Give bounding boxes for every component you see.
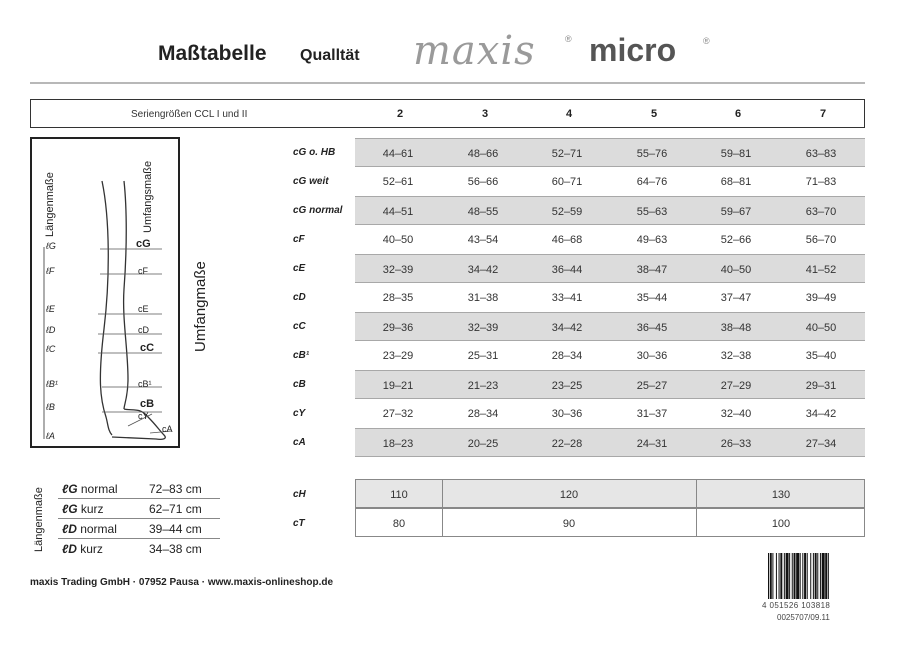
length-value: 34–38 cm	[149, 542, 202, 556]
length-symbol: ℓG	[62, 482, 78, 496]
table-cell: 39–49	[805, 292, 837, 304]
series-label: Seriengrößen CCL I und II	[131, 109, 248, 120]
row-label: cY	[293, 408, 306, 419]
table-cell: 59–81	[720, 148, 752, 160]
length-marker: ℓB¹	[46, 379, 58, 389]
barcode-bar	[786, 553, 789, 599]
table-cell: 24–31	[636, 438, 668, 450]
cell-divider	[696, 480, 697, 507]
barcode-bar	[807, 553, 808, 599]
length-marker: ℓF	[46, 266, 55, 276]
row-label: cG normal	[293, 205, 343, 216]
size-column-header: 3	[481, 108, 489, 120]
table-row-cH	[355, 479, 865, 508]
table-cell: 48–66	[467, 148, 499, 160]
row-label: cG weit	[293, 176, 329, 187]
table-cell: 55–63	[636, 206, 668, 218]
table-cell: 32–39	[467, 322, 499, 334]
circumference-marker: cB¹	[138, 379, 152, 389]
length-marker: ℓA	[46, 431, 55, 441]
table-cell: 25–31	[467, 350, 499, 362]
barcode-bar	[820, 553, 821, 599]
table-cell: 35–40	[805, 350, 837, 362]
table-cell: 59–67	[720, 206, 752, 218]
length-marker: ℓG	[46, 241, 56, 251]
page-subtitle: Qualltät	[300, 47, 360, 64]
barcode-bar	[770, 553, 772, 599]
barcode-bar	[768, 553, 769, 599]
table-cell: 64–76	[636, 176, 668, 188]
table-cell: 32–39	[382, 264, 414, 276]
table-cell: 44–61	[382, 148, 414, 160]
length-type: kurz	[80, 542, 103, 556]
barcode-bar	[792, 553, 793, 599]
barcode-bar	[815, 553, 817, 599]
length-row	[58, 519, 220, 539]
table-cell: 56–70	[805, 234, 837, 246]
barcode-bar	[813, 553, 814, 599]
barcode-digits: 4 051526 103818	[762, 601, 831, 610]
table-cell: 55–76	[636, 148, 668, 160]
barcode-bar	[796, 553, 799, 599]
length-type: kurz	[80, 502, 104, 516]
table-row	[355, 428, 865, 457]
length-symbol: ℓD	[62, 522, 77, 536]
table-row	[355, 196, 865, 225]
table-cell: 20–25	[467, 438, 499, 450]
table-cell: 130	[771, 489, 791, 501]
table-cell: 40–50	[720, 264, 752, 276]
row-label: cB¹	[293, 350, 310, 361]
barcode-bar	[825, 553, 827, 599]
table-cell: 49–63	[636, 234, 668, 246]
table-cell: 19–21	[382, 380, 414, 392]
row-label: cG o. HB	[293, 147, 336, 158]
circumference-marker: cG	[136, 238, 151, 250]
table-cell: 32–38	[720, 350, 752, 362]
length-row	[58, 479, 220, 499]
row-label: cB	[293, 379, 306, 390]
table-cell: 52–59	[551, 206, 583, 218]
length-value: 39–44 cm	[149, 522, 202, 536]
size-column-header: 5	[650, 108, 658, 120]
size-column-header: 2	[396, 108, 404, 120]
length-type: normal	[80, 522, 117, 536]
length-value: 62–71 cm	[149, 502, 202, 516]
length-row-name	[62, 482, 118, 496]
length-row	[58, 499, 220, 519]
row-label: cA	[293, 437, 306, 448]
table-cell: 52–61	[382, 176, 414, 188]
table-cell: 27–32	[382, 408, 414, 420]
circumference-marker: cF	[138, 266, 148, 276]
barcode-bar	[822, 553, 825, 599]
table-cell: 31–38	[467, 292, 499, 304]
table-cell: 43–54	[467, 234, 499, 246]
length-value: 72–83 cm	[149, 482, 202, 496]
length-symbol: ℓD	[62, 542, 77, 556]
length-marker: ℓC	[46, 344, 56, 354]
cell-divider	[442, 480, 443, 507]
table-cell: 29–31	[805, 380, 837, 392]
table-cell: 52–71	[551, 148, 583, 160]
table-cell: 29–36	[382, 322, 414, 334]
table-cell: 23–29	[382, 350, 414, 362]
table-cell: 18–23	[382, 438, 414, 450]
table-cell: 52–66	[720, 234, 752, 246]
circumference-marker: cY	[138, 411, 149, 421]
size-header-row	[30, 99, 865, 128]
row-label: cH	[293, 489, 306, 500]
table-cell: 28–35	[382, 292, 414, 304]
length-marker: ℓE	[46, 304, 55, 314]
size-column-header: 4	[565, 108, 573, 120]
table-cell: 30–36	[636, 350, 668, 362]
table-cell: 38–48	[720, 322, 752, 334]
table-row	[355, 254, 865, 283]
table-cell: 27–34	[805, 438, 837, 450]
barcode-bar	[804, 553, 806, 599]
table-cell: 44–51	[382, 206, 414, 218]
cell-divider	[442, 509, 443, 536]
barcode-bar	[779, 553, 780, 599]
table-cell: 60–71	[551, 176, 583, 188]
table-row	[355, 225, 865, 254]
brand-logo-script: maxis	[413, 28, 536, 74]
table-cell: 32–40	[720, 408, 752, 420]
table-cell: 37–47	[720, 292, 752, 304]
length-row-name	[62, 522, 117, 536]
table-cell: 71–83	[805, 176, 837, 188]
table-row	[355, 399, 865, 428]
length-type: normal	[80, 482, 118, 496]
row-label: cE	[293, 263, 306, 274]
laengen-label: Längenmaße	[44, 172, 56, 237]
table-cell: 120	[559, 489, 579, 501]
length-symbol: ℓG	[62, 502, 78, 516]
circumference-marker: cD	[138, 325, 149, 335]
table-cell: 27–29	[720, 380, 752, 392]
length-row	[58, 539, 220, 559]
barcode-bar	[828, 553, 829, 599]
table-cell: 38–47	[636, 264, 668, 276]
circumference-marker: cB	[140, 398, 155, 410]
table-cell: 21–23	[467, 380, 499, 392]
table-cell: 48–55	[467, 206, 499, 218]
barcode-bar	[784, 553, 785, 599]
table-cell: 34–42	[805, 408, 837, 420]
table-cell: 34–42	[551, 322, 583, 334]
barcode-bar	[794, 553, 796, 599]
circumference-marker: cC	[140, 342, 155, 354]
barcode-bar	[789, 553, 790, 599]
table-cell: 40–50	[805, 322, 837, 334]
row-label: cC	[293, 321, 306, 332]
table-cell: 30–36	[551, 408, 583, 420]
table-row-cT	[355, 508, 865, 537]
table-cell: 90	[562, 518, 576, 530]
table-cell: 35–44	[636, 292, 668, 304]
table-cell: 41–52	[805, 264, 837, 276]
table-cell: 46–68	[551, 234, 583, 246]
row-label: cF	[293, 234, 305, 245]
length-row-name	[62, 542, 103, 556]
header-divider	[30, 82, 865, 84]
table-row	[355, 167, 865, 196]
barcode-bar	[802, 553, 803, 599]
table-cell: 36–44	[551, 264, 583, 276]
circumference-marker: cA	[162, 424, 173, 434]
length-row-name	[62, 502, 104, 516]
length-table-label: Längenmaße	[33, 487, 45, 552]
barcode-bar	[780, 553, 782, 599]
table-cell: 68–81	[720, 176, 752, 188]
table-cell: 25–27	[636, 380, 668, 392]
registered-mark: ®	[565, 34, 572, 44]
table-cell: 40–50	[382, 234, 414, 246]
table-cell: 23–25	[551, 380, 583, 392]
page-title: Maßtabelle	[158, 42, 267, 65]
length-marker: ℓD	[46, 325, 56, 335]
row-label: cT	[293, 518, 305, 529]
barcode-icon	[768, 553, 864, 603]
table-cell: 56–66	[467, 176, 499, 188]
leg-diagram	[30, 137, 180, 448]
table-cell: 63–83	[805, 148, 837, 160]
table-row	[355, 312, 865, 341]
umfang-side-label: Umfangmaße	[192, 261, 209, 352]
size-column-header: 7	[819, 108, 827, 120]
table-cell: 31–37	[636, 408, 668, 420]
table-row	[355, 370, 865, 399]
table-cell: 26–33	[720, 438, 752, 450]
table-cell: 36–45	[636, 322, 668, 334]
cell-divider	[696, 509, 697, 536]
table-cell: 22–28	[551, 438, 583, 450]
circumference-marker: cE	[138, 304, 149, 314]
table-cell: 100	[771, 518, 791, 530]
table-cell: 80	[392, 518, 406, 530]
table-row	[355, 138, 865, 167]
table-cell: 28–34	[551, 350, 583, 362]
barcode-bar	[817, 553, 818, 599]
brand-logo-micro: micro	[589, 32, 677, 68]
barcode-bar	[776, 553, 777, 599]
size-column-header: 6	[734, 108, 742, 120]
registered-mark: ®	[703, 36, 710, 46]
barcode-bar	[772, 553, 773, 599]
footer-address: maxis Trading GmbH · 07952 Pausa · www.maxis-onlineshop.de	[30, 577, 334, 588]
table-cell: 63–70	[805, 206, 837, 218]
barcode-bar	[810, 553, 811, 599]
product-code: 0025707/09.11	[777, 613, 830, 622]
table-cell: 28–34	[467, 408, 499, 420]
table-row	[355, 283, 865, 312]
barcode-bar	[800, 553, 801, 599]
table-row	[355, 341, 865, 370]
length-marker: ℓB	[46, 402, 55, 412]
row-label: cD	[293, 292, 306, 303]
table-cell: 34–42	[467, 264, 499, 276]
umfang-label: Umfangsmaße	[142, 160, 154, 233]
table-cell: 110	[390, 489, 408, 501]
table-cell: 33–41	[551, 292, 583, 304]
